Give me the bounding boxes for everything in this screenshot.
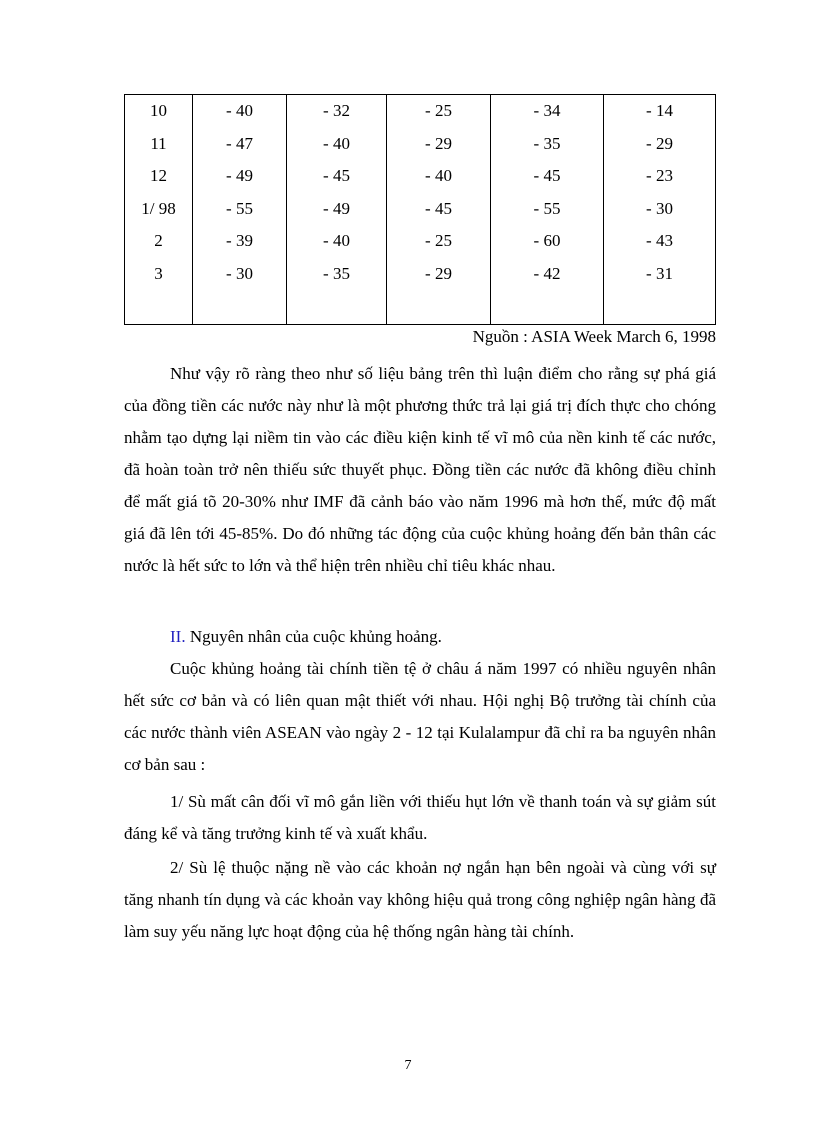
table-cell: - 30 [604, 193, 716, 226]
table-cell: - 40 [193, 95, 287, 128]
table-cell: - 40 [287, 225, 387, 258]
table-source: Nguồn : ASIA Week March 6, 1998 [472, 327, 716, 346]
table-cell: - 30 [193, 258, 287, 291]
table-row [125, 95, 716, 128]
table-cell: 10 [125, 95, 193, 128]
table-cell: - 25 [387, 95, 491, 128]
table-cell: - 49 [193, 160, 287, 193]
table-cell: - 42 [491, 258, 604, 291]
section-heading [124, 621, 716, 653]
table-row [125, 160, 716, 193]
paragraph-causes-intro: Cuộc khủng hoảng tài chính tiền tệ ở châu á năm 1997 có nhiều nguyên nhân hết sức cơ bản và có liên quan mật thiết với nhau. Hội nghị Bộ trưởng tài chính của các nước thành viên ASEAN vào ngày 2 - 12 tại Kulalampur đã chỉ ra ba nguyên nhân cơ bản sau : [124, 659, 716, 774]
table-cell: - 40 [387, 160, 491, 193]
table-cell: 3 [125, 258, 193, 291]
table-cell: - 45 [491, 160, 604, 193]
table-cell-empty [193, 290, 287, 325]
table-cell: - 55 [491, 193, 604, 226]
paragraph-analysis: Như vậy rõ ràng theo như số liệu bảng trên thì luận điểm cho rằng sự phá giá của đồng tiền các nước này như là một phương thức trả lại giá trị đích thực cho chóng nhằm tạo dựng lại niềm tin vào các điều kiện kinh tế vĩ mô của nền kinh tế các nước, đã hoàn toàn trở nên thiếu sức thuyết phục. Đồng tiền các nước đã không điều chỉnh để mất giá tõ 20-30% như IMF đã cảnh báo vào năm 1996 mà hơn thế, mức độ mất giá đã lên tới 45-85%. Do đó những tác động của cuộc khủng hoảng đến bản thân các nước là hết sức to lớn và thể hiện trên nhiều chỉ tiêu khác nhau. [124, 364, 716, 575]
table-cell-empty [125, 290, 193, 325]
table-cell: - 45 [387, 193, 491, 226]
table-cell: - 29 [604, 128, 716, 161]
table-row [125, 225, 716, 258]
table-cell: - 49 [287, 193, 387, 226]
table-cell: - 39 [193, 225, 287, 258]
table-row [125, 193, 716, 226]
table-cell-empty [287, 290, 387, 325]
exchange-rate-table [124, 94, 716, 325]
table-cell: - 43 [604, 225, 716, 258]
paragraph-cause-1: 1/ Sù mất cân đối vĩ mô gắn liền với thiếu hụt lớn về thanh toán và sự giảm sút đáng kể và tăng trưởng kinh tế và xuất khẩu. [124, 792, 716, 843]
page-number: 7 [404, 1058, 412, 1073]
table-spacer-row [125, 290, 716, 325]
table-body [125, 95, 716, 325]
table-cell-empty [604, 290, 716, 325]
table-cell: - 25 [387, 225, 491, 258]
table-cell: - 29 [387, 128, 491, 161]
table-cell-empty [387, 290, 491, 325]
table-cell: - 47 [193, 128, 287, 161]
table-cell: - 34 [491, 95, 604, 128]
table-cell: - 23 [604, 160, 716, 193]
table-row [125, 258, 716, 291]
table-cell: - 32 [287, 95, 387, 128]
section-title: Nguyên nhân của cuộc khủng hoảng. [189, 627, 442, 646]
table-cell: - 60 [491, 225, 604, 258]
table-cell: - 45 [287, 160, 387, 193]
table-cell-empty [491, 290, 604, 325]
table-cell: 2 [125, 225, 193, 258]
table-cell: - 40 [287, 128, 387, 161]
paragraph-cause-2: 2/ Sù lệ thuộc nặng nề vào các khoản nợ ngắn hạn bên ngoài và cùng với sự tăng nhanh tín dụng và các khoản vay không hiệu quả trong công nghiệp ngân hàng đã làm suy yếu năng lực hoạt động của hệ thống ngân hàng tài chính. [124, 858, 716, 941]
table-cell: - 31 [604, 258, 716, 291]
table-row [125, 128, 716, 161]
table-cell: - 55 [193, 193, 287, 226]
table-cell: - 35 [287, 258, 387, 291]
table-cell: - 35 [491, 128, 604, 161]
table-cell: - 14 [604, 95, 716, 128]
table-cell: 11 [125, 128, 193, 161]
section-number: II. [170, 627, 186, 646]
table-cell: 12 [125, 160, 193, 193]
table-cell: 1/ 98 [125, 193, 193, 226]
table-cell: - 29 [387, 258, 491, 291]
